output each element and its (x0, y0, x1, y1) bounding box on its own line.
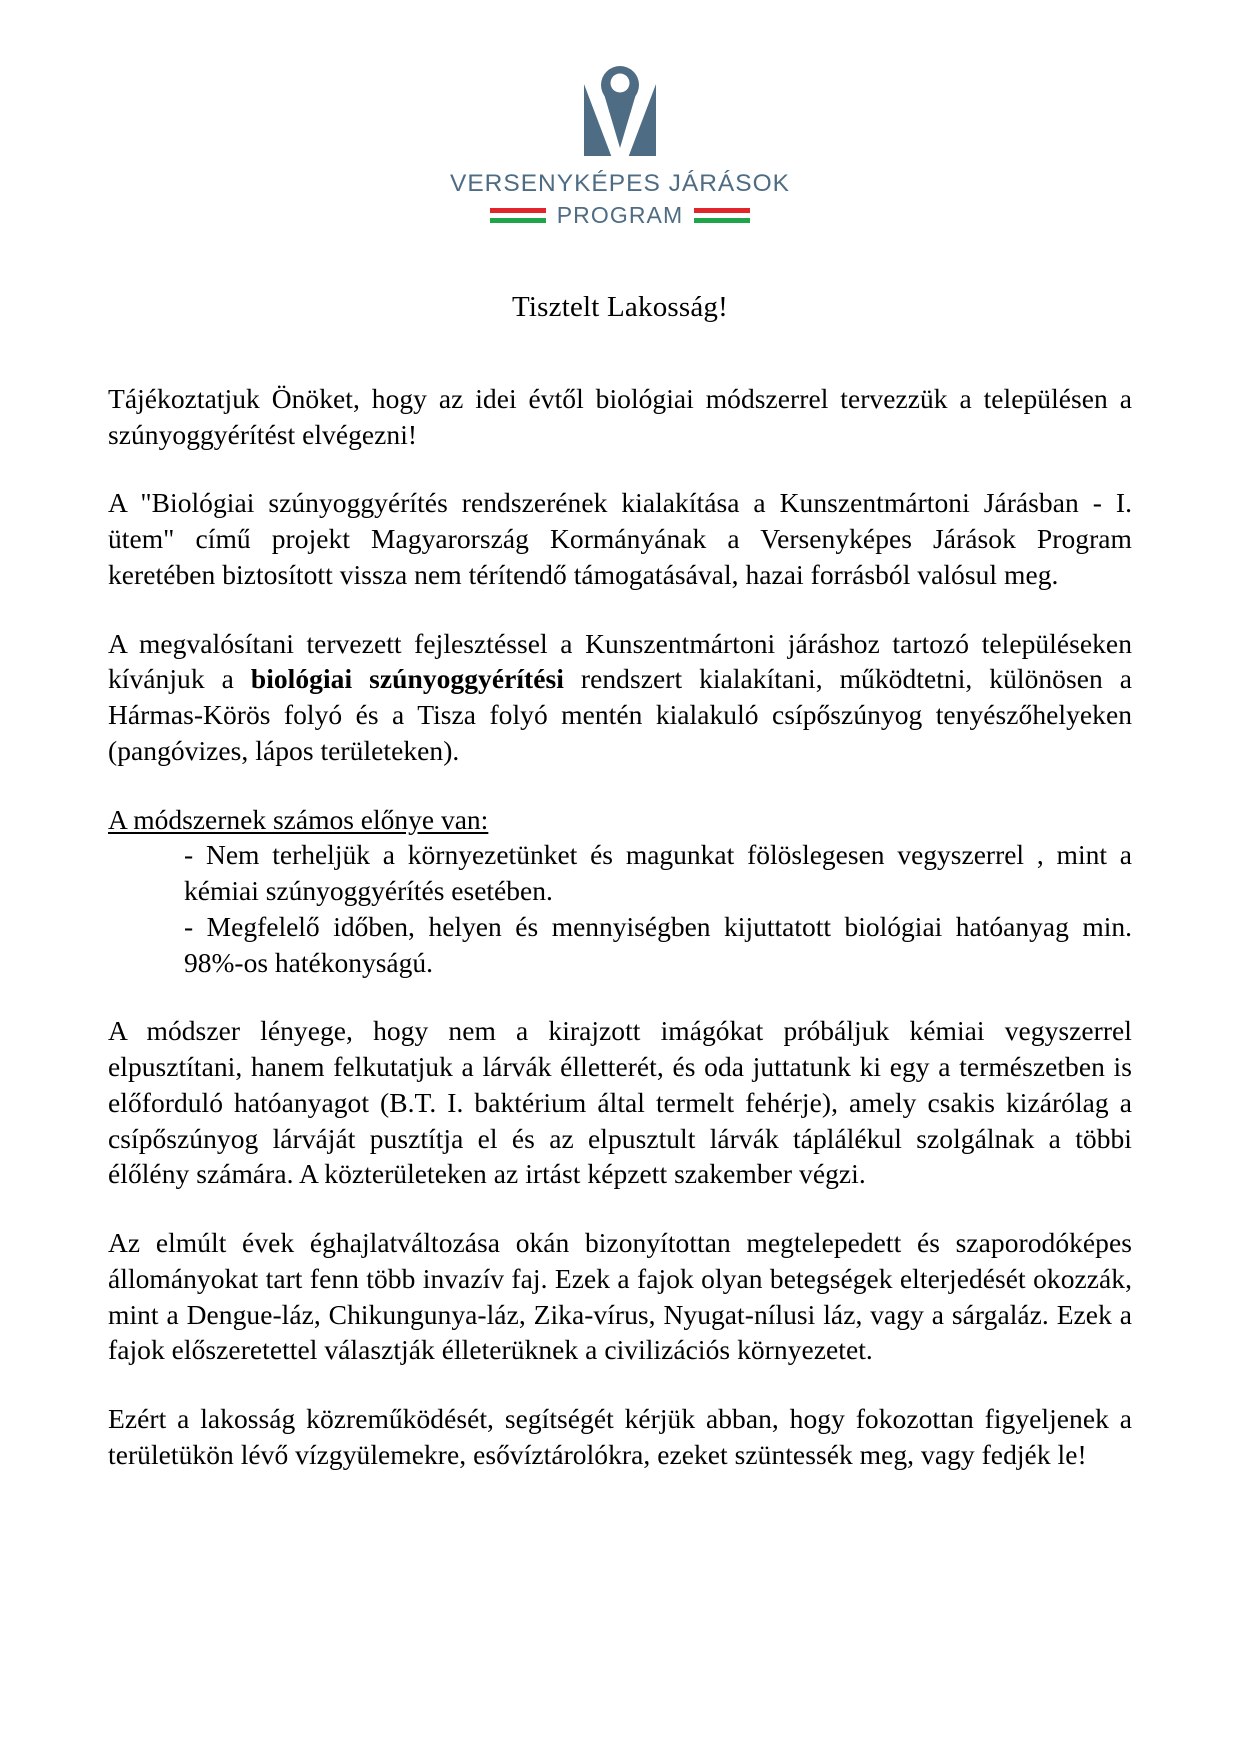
paragraph-3-part-a: A megvalósítani tervezett fejlesztéssel a Kunszentmártoni járáshoz tartozó településeken kívánjuk a (108, 627, 1132, 695)
advantage-item-1: - Nem terheljük a környezetünket és magunkat fölöslegesen vegyszerrel , mint a kémiai szúnyoggyérítés esetében. (184, 839, 1132, 906)
document-body (100, 289, 1140, 1473)
paragraph-3 (108, 626, 1132, 769)
advantages-heading (108, 802, 1132, 838)
hungarian-flag-left-icon (490, 208, 546, 223)
advantage-item-2: - Megfelelő időben, helyen és mennyiségben kijuttatott biológiai hatóanyag min. 98%-os hatékonyságú. (184, 910, 1132, 978)
paragraph-3-part-b: rendszert kialakítani, működtetni, különösen a Hármas-Körös folyó és a Tisza folyó mentén kialakuló csípőszúnyog tenyészőhelyeken (pangóvizes, lápos területeken). (108, 663, 1133, 766)
program-logo (0, 0, 1240, 227)
paragraph-1: Tájékoztatjuk Önöket, hogy az idei évtől biológiai módszerrel tervezzük a településen a szúnyoggyérítést elvégezni! (108, 382, 1132, 450)
logo-program-row (490, 201, 751, 228)
paragraph-3-bold-phrase: biológiai szúnyoggyérítési (250, 663, 564, 695)
paragraph-5: Az elmúlt évek éghajlatváltozása okán bizonyítottan megtelepedett és szaporodóképes állományokat tart fenn több invazív faj. Ezek a fajok olyan betegségek elterjedését okozzák, mint a Dengue-láz, Chikungunya-láz, Zika-vírus, Nyugat-nílusi láz, vagy a sárgaláz. Ezek a fajok előszeretettel választják élleterüknek a civilizációs környezetet. (108, 1227, 1132, 1366)
advantages-heading-text: A módszernek számos előnye van: (108, 803, 489, 835)
salutation: Tisztelt Lakosság! (512, 290, 728, 323)
logo-program-label: PROGRAM (556, 201, 684, 228)
logo-wordmark: VERSENYKÉPES JÁRÁSOK (450, 170, 790, 197)
paragraph-2: A "Biológiai szúnyoggyérítés rendszerének kialakítása a Kunszentmártoni Járásban - I. ütem" című projekt Magyarország Kormányának a Versenyképes Járások Program keretében biztosított vissza nem térítendő támogatásával, hazai forrásból valósul meg. (108, 487, 1132, 590)
paragraph-4: A módszer lényege, hogy nem a kirajzott imágókat próbáljuk kémiai vegyszerrel elpusztítani, hanem felkutatjuk a lárvák élletterét, és oda juttatunk ki egy a természetben is előforduló hatóanyagot (B.T. I. baktérium által termelt fehérje), amely csakis kizárólag a csípőszúnyog lárváját pusztítja el és az elpusztult lárvák táplálékul szolgálnak a többi élőlény számára. A közterületeken az irtást képzett szakember végzi. (108, 1015, 1132, 1190)
paragraph-6: Ezért a lakosság közreműködését, segítségét kérjük abban, hogy fokozottan figyeljenek a területükön lévő vízgyülemekre, esővíztárolókra, ezeket szüntessék meg, vagy fedjék le! (108, 1403, 1132, 1470)
map-pin-in-square-icon (578, 66, 662, 158)
hungarian-flag-right-icon (694, 208, 750, 223)
